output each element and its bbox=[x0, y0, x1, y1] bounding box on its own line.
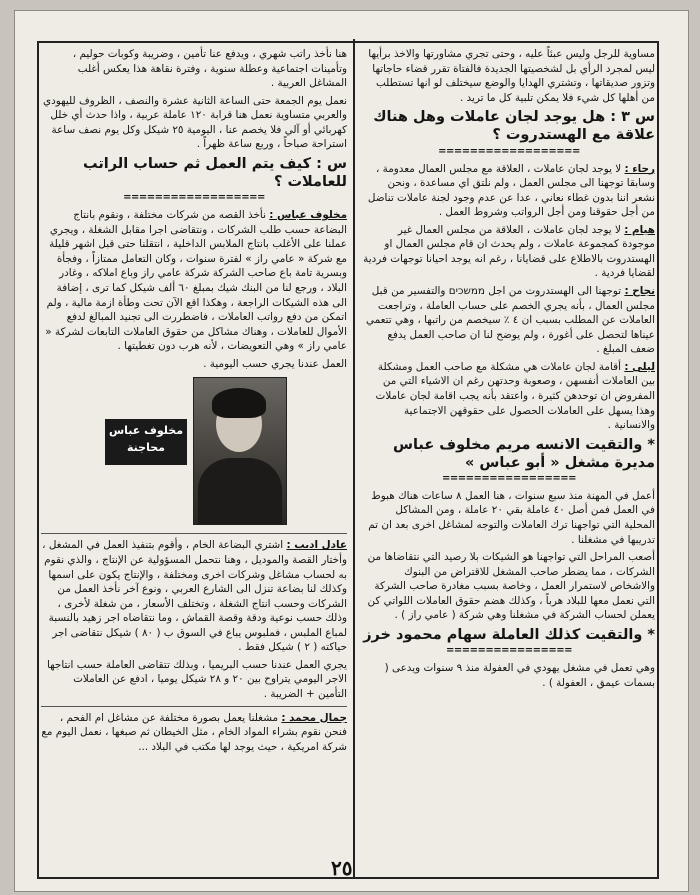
answer-item bbox=[41, 711, 347, 755]
speaker-name: مخلوف عباس : bbox=[269, 209, 347, 222]
meeting-2-heading: * والتقيت كذلك العاملة سهام محمود خرز bbox=[363, 626, 655, 643]
section-rule bbox=[41, 533, 347, 534]
photo-block bbox=[41, 377, 347, 527]
answer-text: توجهنا الى الهستدروت من اجل ממשכים والتفسير من قبل مجلس العمال ، بأنه يجري الخصم على حساب العاملة ، وتراجعت العاملات عن المطلب بسبب ان ٤ ٪ سيخصم من راتبها ، وهي تتعمي عيناها لتحصل على أغورة ، ولم يوضح لنا ان صاحب العمل يدفع ضعف المبلغ . bbox=[365, 285, 655, 356]
section-rule bbox=[41, 706, 347, 707]
answer-text: مشغلنا يعمل بصورة مختلفة عن مشاغل ام الفحم ، فنحن نقوم بشراء المواد الخام ، مثل الخيطان ثم صبغها ، نعمل اليوم مع شركة امريكية ، حيث يوجد لها مكتب في البلاد ... bbox=[41, 711, 347, 753]
portrait-photo bbox=[193, 377, 287, 525]
answer-tail: العمل عندنا يجري حسب اليومية . bbox=[203, 357, 347, 370]
answer-item bbox=[363, 162, 655, 220]
answer-item bbox=[363, 223, 655, 281]
meeting-2-separator: ================ bbox=[445, 646, 573, 657]
meeting-1-separator: ================= bbox=[442, 473, 576, 484]
meeting-2-paragraph: وهي تعمل في مشغل يهودي في العفولة منذ ٩ سنوات ويدعى ( بسمات عيمق ، العفولة ) . bbox=[384, 662, 655, 689]
question-3-separator: ================== bbox=[438, 146, 580, 157]
magazine-page bbox=[14, 10, 689, 892]
left-column bbox=[41, 47, 347, 757]
answer-item bbox=[41, 208, 347, 354]
caption-surname: محاجنة bbox=[127, 440, 165, 454]
photo-caption bbox=[105, 419, 187, 465]
answer-text: أقامة لجان عاملات هي مشكلة مع صاحب العمل ومشكلة بين العاملات أنفسهن ، وصعوبة وحدتهن رغم ان الاشياء التي من المفروض ان توحدهن كثيرة ، واعتقد بأنه يجب اقامة لجان عاملات وهذا يسهل على العاملات الحصول على حقوقهن الاجتماعية والانسانية . bbox=[375, 360, 655, 432]
speaker-name: ليلى : bbox=[624, 360, 655, 373]
answer-item bbox=[41, 538, 347, 655]
answer-paragraph: يجري العمل عندنا حسب البريميا ، وبذلك تتقاضى العاملة حسب انتاجها الاجر اليومي يتراوح بين ٢٠ و ٢٨ شيكل يوميا ، ادفع عن العاملات التأمين + الضريبة . bbox=[46, 658, 347, 700]
speaker-name: رجاء : bbox=[624, 162, 655, 175]
answer-text: لا يوجد لجان عاملات ، العلاقة من مجلس العمال غير موجودة كمجموعة عاملات ، ولم يحدث ان قام مجلس العمال او الهستدروت بالاطلاع على قضايانا ، رغم انه يوجد احيانا توجهات فردية لقضايا فردية . bbox=[363, 223, 655, 280]
speaker-name: نجاح : bbox=[624, 285, 655, 297]
page-number: ٢٥ bbox=[331, 856, 353, 880]
intro-paragraph: مساوية للرجل وليس عبئاً عليه ، وحتى تجري مشاورتها والاخذ برأيها ليس لمجرد الرأي بل لشخصيتها الجديدة فالفتاة تقرر قضاء حاجاتها وتزور صديقاتها ، وتشتري الهدايا والوضع سيختلف لو انها تستطلب من أهلها كل شيء فلا يمكن تلبية كل ما تريد . bbox=[368, 48, 655, 104]
meeting-1-heading: * والتقيت الانسه مريم مخلوف عباس مديرة مشغل « أبو عباس » bbox=[392, 436, 655, 471]
question-4-heading: س : كيف يتم العمل ثم حساب الراتب للعاملات ؟ bbox=[83, 155, 347, 191]
meeting-1-paragraph: أعمل في المهنة منذ سبع سنوات ، هنا العمل ٨ ساعات هناك هبوط في العمل فمن أصل ٤٠ عاملة بقي ٢٠ عاملة ، ومن المشاكل المحلية التي تواجهنا ترك العاملات والتوجه لمشاغل اخرى بعد ان تم تدريبها في مشغلنا . bbox=[368, 489, 655, 546]
answer-text: نأخذ القصه من شركات مختلفة ، ونقوم بانتاج البضاعة حسب طلب الشركات ، ونتقاضى اجرا مقابل الشغلة ، ويجري عملنا على الأغلب بانتاج الملابس الداخلية ، انتقلنا حتى قبل اشهر قليلة مع شركة « عامي راز » لفترة سنوات ، وكان التعامل ممتازاً ، وفجأة وبسرية تامة باع صاحب الشركة شركة عامي راز وباع املاكه ، وغادر البلاد ، ورجع لنا من البنك شيك بمبلغ ٦٠ ألف شيكل كما ترى ، إضافة الى هذه الشيكات الراجعة ، وهكذا اقع الآن تحت وطأة ازمة مالية ، ولم اتمكن من دفع رواتب العاملات ، فاضطررت الى تجنيد المبالغ لدفع الأموال للعاملات ، وهناك مشاكل من حقوق العاملات التابعات لشركة « عامي راز » وهي التعويضات ، لأنه هرب دون تغطيتها . bbox=[45, 209, 347, 353]
question-3-heading: س ٣ : هل يوجد لجان عاملات وهل هناك علاقة مع الهستدروت ؟ bbox=[373, 109, 655, 144]
answer-item bbox=[363, 284, 655, 357]
right-column bbox=[363, 47, 655, 693]
speaker-name: عادل اديب : bbox=[286, 539, 347, 552]
intro-paragraph: نعمل يوم الجمعة حتى الساعة الثانية عشرة والنصف ، الظروف لليهودي والعربي متساوية نعمل هنا قرابة ١٢٠ عاملة عربية ، واذا حدث أي خلل كهربائي أو آلي فلا يخصم عنا ، اليومية ٢٥ شيكل وكل يوم نصف ساعة استراحة صباحاً ، وربع ساعة ظهراً . bbox=[42, 94, 347, 151]
speaker-name: جمال محمد : bbox=[281, 711, 347, 724]
answer-item bbox=[363, 360, 655, 433]
answer-text: لا يوجد لجان عاملات ، العلاقة مع مجلس العمال معدومة ، وسابقا توجهنا الى مجلس العمل ، ولم نلتق اي مساعدة ، ونحن نشعر اننا بدون غطاء نعاني ، عدا عن عدم وجود لجنة عاملات تناضل من أجل حقوقنا ومن أجل الرواتب وشروط العمل . bbox=[367, 162, 655, 219]
speaker-name: هيام : bbox=[624, 223, 655, 236]
caption-name: مخلوف عباس bbox=[108, 424, 184, 438]
portrait-body bbox=[198, 458, 282, 525]
meeting-1-paragraph: أصعب المراحل التي تواجهنا هو الشيكات بلا رصيد التي نتقاضاها من الشركات ، مما يضطر صاحب المشغل للاقتراض من البنوك والاشخاص لاستمرار العمل ، وخاصة بسبب مغادرة صاحب الشركة التي نعمل معها للبلاد هرباً ، وكذلك هضم حقوق العاملات اللواتي كن يعملن لحساب الشركة في مشغلنا وهي شركة ( عامي راز ) . bbox=[367, 551, 655, 622]
intro-paragraph: هنا نأخذ راتب شهري ، ويدفع عنا تأمين ، وضريبة وكوبات حوليم ، وتأمينات اجتماعية وعطلة سنوية ، وفترة نقاهة هذا يعكس أغلب المشاغل العربية . bbox=[72, 48, 347, 90]
portrait-hair bbox=[212, 388, 266, 418]
question-4-separator: ================== bbox=[123, 193, 265, 204]
column-divider bbox=[353, 39, 355, 879]
answer-text: اشتري البضاعة الخام ، وأقوم بتنفيذ العمل في المشغل ، وأختار القصة والموديل ، وهنا نتحمل المسؤولية عن الإنتاج ، والذي نقوم به لحساب مشاغل وشركات اخرى ومختلفة ، والإنتاج يكون على اسمها وكذلك لنا بضاعة تنزل الى الشارع العربي ، ونوع آخر نأخذ العمل من الشركات وحسب انتاج الشغلة ، وتختلف الأسعار ، من شغلة لأخرى ، وذلك حسب نوعية ودقة وقصة القماش ، وما نتقاضاه اجر زهيد بالنسبة لمباع الملبس ، فملبوس يباع في السوق ب ( ٨٠ ) شيكل نتقاضى اجر حياكته ( ٢ ) شيكل فقط . bbox=[42, 539, 347, 654]
